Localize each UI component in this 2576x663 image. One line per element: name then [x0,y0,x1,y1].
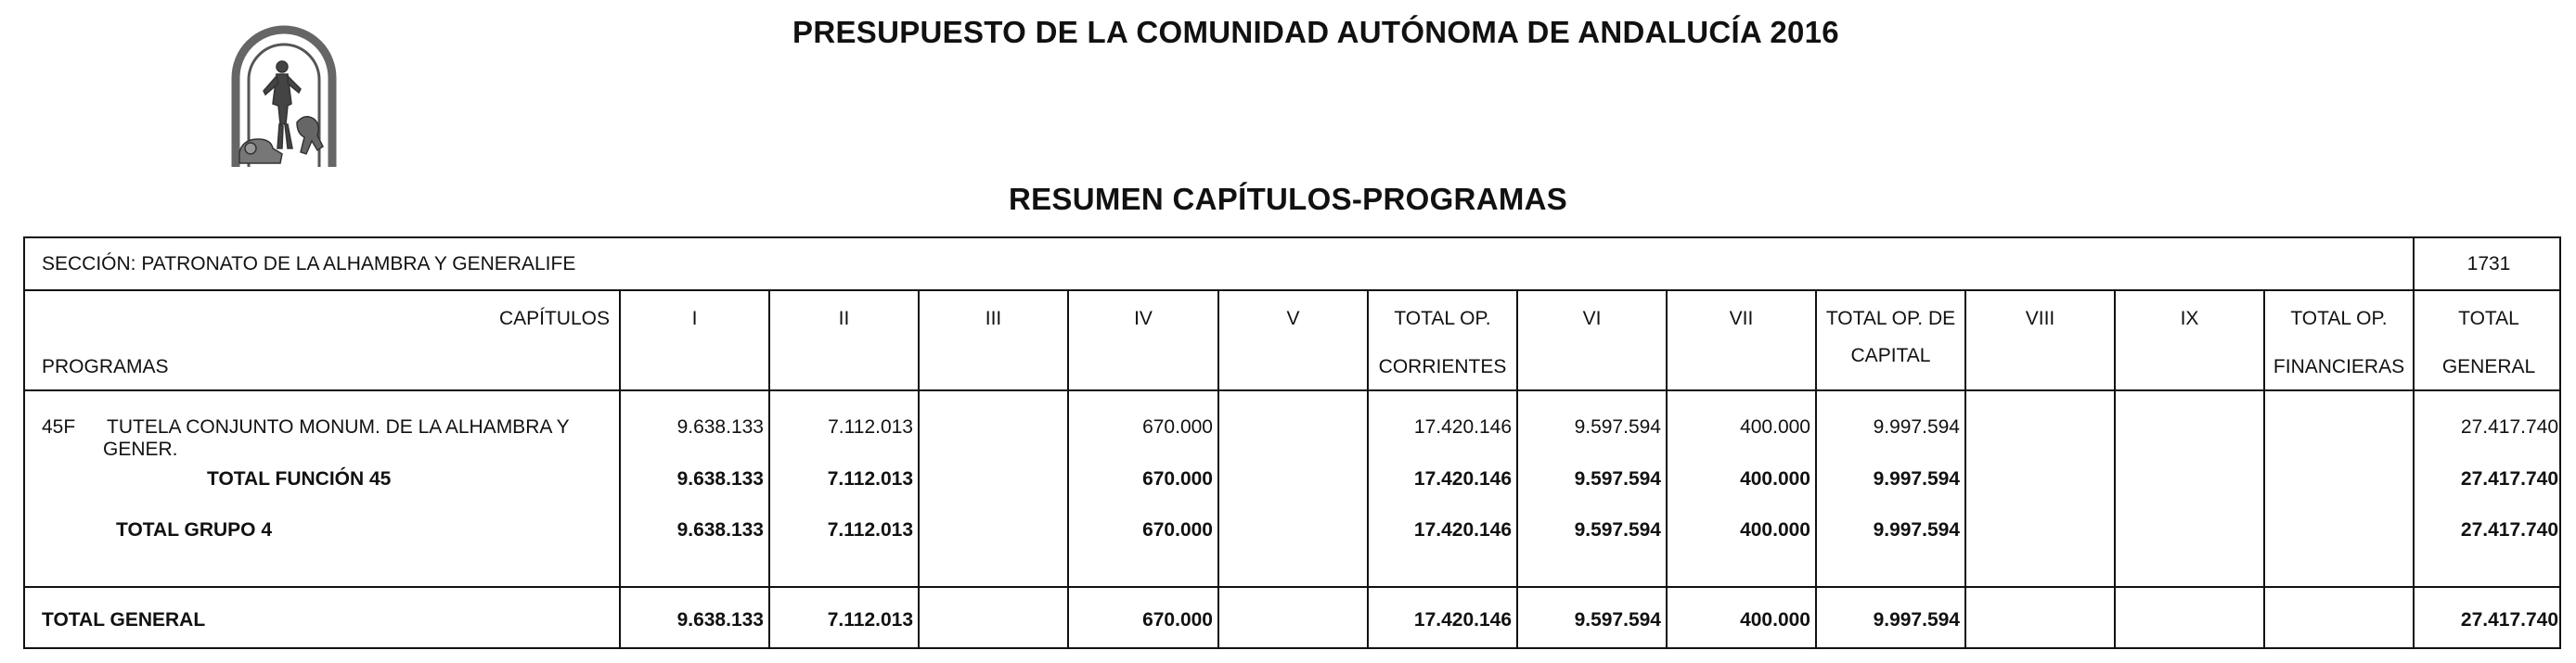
table-rule [2263,289,2265,647]
table-rule [619,289,621,647]
value-cell: 670.000 [1142,468,1213,490]
value-cell: 670.000 [1142,519,1213,541]
value-cell: 7.112.013 [828,416,913,438]
table-rule [2114,289,2116,647]
table-rule [768,289,770,647]
budget-table [23,236,2561,649]
value-cell: 9.997.594 [1873,609,1960,631]
value-cell: 7.112.013 [827,609,913,631]
col-header: IX [2180,308,2199,329]
col-header: TOTAL OP. [1394,308,1491,329]
program-name-cont: GENER. [103,439,178,460]
table-rule [1516,289,1518,647]
section-label: SECCIÓN: PATRONATO DE LA ALHAMBRA Y GENERALIFE [42,253,576,274]
table-rule [1964,289,1966,647]
table-rule [1666,289,1668,647]
value-cell: 9.638.133 [676,468,764,490]
value-cell: 17.420.146 [1413,519,1512,541]
table-rule [25,389,2559,391]
value-cell: 670.000 [1142,416,1213,438]
value-cell: 670.000 [1142,609,1213,631]
value-cell: 9.597.594 [1574,609,1661,631]
col-header: V [1286,308,1300,329]
value-cell: 400.000 [1740,609,1810,631]
value-cell: 27.417.740 [2460,416,2558,438]
col-header: VII [1729,308,1754,329]
header-capitulos: CAPÍTULOS [498,308,610,329]
table-rule [1067,289,1069,647]
value-cell: 9.597.594 [1574,416,1661,438]
value-cell: 17.420.146 [1413,468,1512,490]
value-cell: 9.997.594 [1873,416,1960,438]
program-name: TUTELA CONJUNTO MONUM. DE LA ALHAMBRA Y [107,416,570,438]
table-rule [2413,238,2415,647]
document-title: PRESUPUESTO DE LA COMUNIDAD AUTÓNOMA DE ANDALUCÍA 2016 [792,15,1839,49]
value-cell: 400.000 [1740,468,1810,490]
col-header: TOTAL OP. [2290,308,2388,329]
value-cell: 400.000 [1740,416,1810,438]
value-cell: 17.420.146 [1413,416,1512,438]
table-rule [1367,289,1369,647]
total-grupo-label: TOTAL GRUPO 4 [116,519,273,541]
value-cell: 9.638.133 [676,519,764,541]
col-header: VI [1582,308,1602,329]
table-rule [25,586,2559,588]
col-header: FINANCIERAS [2273,356,2405,377]
table-rule [1217,289,1219,647]
table-rule [1815,289,1817,647]
col-header: I [691,308,698,329]
col-header: III [985,308,1002,329]
value-cell: 7.112.013 [827,519,913,541]
col-header: TOTAL OP. DE [1825,308,1956,329]
col-header: II [838,308,850,329]
value-cell: 17.420.146 [1413,609,1512,631]
header-programas: PROGRAMAS [42,356,169,377]
total-funcion-label: TOTAL FUNCIÓN 45 [207,468,392,490]
col-header: TOTAL [2458,308,2519,329]
value-cell: 9.997.594 [1873,519,1960,541]
document-subtitle: RESUMEN CAPÍTULOS-PROGRAMAS [1008,182,1568,216]
value-cell: 27.417.740 [2460,519,2558,541]
value-cell: 9.597.594 [1574,519,1661,541]
value-cell: 9.997.594 [1873,468,1960,490]
total-general-label: TOTAL GENERAL [42,609,206,631]
value-cell: 27.417.740 [2460,468,2558,490]
col-header: VIII [2025,308,2055,329]
col-header: CAPITAL [1850,345,1931,366]
value-cell: 27.417.740 [2460,609,2558,631]
col-header: CORRIENTES [1378,356,1507,377]
col-header: GENERAL [2441,356,2536,377]
value-cell: 9.597.594 [1574,468,1661,490]
value-cell: 400.000 [1740,519,1810,541]
section-code: 1731 [2467,253,2511,274]
value-cell: 9.638.133 [676,609,764,631]
value-cell: 9.638.133 [676,416,764,438]
value-cell: 7.112.013 [827,468,913,490]
table-rule [25,289,2559,291]
col-header: IV [1134,308,1153,329]
program-code: 45F [42,416,76,438]
table-rule [918,289,920,647]
